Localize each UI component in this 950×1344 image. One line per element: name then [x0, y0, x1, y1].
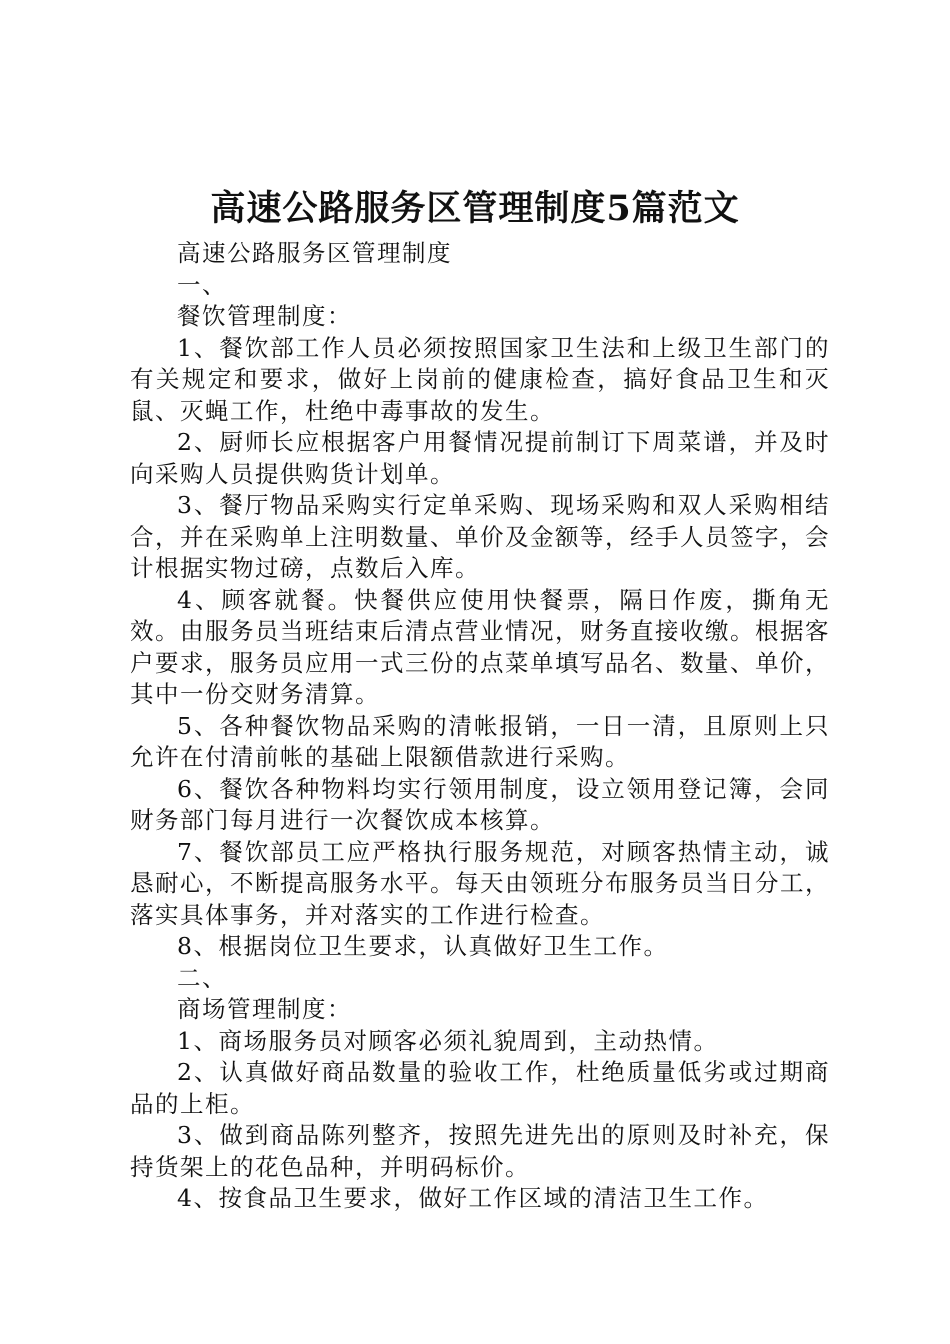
store-rule-2: 2、认真做好商品数量的验收工作，杜绝质量低劣或过期商品的上柜。 [130, 1058, 830, 1118]
store-rule-4: 4、按食品卫生要求，做好工作区域的清洁卫生工作。 [177, 1184, 769, 1212]
document-body [130, 238, 830, 1215]
catering-rule-4: 4、顾客就餐。快餐供应使用快餐票，隔日作废，撕角无效。由服务员当班结束后清点营业情况，财务直接收缴。根据客户要求，服务员应用一式三份的点菜单填写品名、数量、单价，其中一份交财务清算。 [130, 585, 830, 708]
catering-rule-2: 2、厨师长应根据客户用餐情况提前制订下周菜谱，并及时向采购人员提供购货计划单。 [130, 428, 830, 488]
catering-rule-1: 1、餐饮部工作人员必须按照国家卫生法和上级卫生部门的有关规定和要求，做好上岗前的健康检查，搞好食品卫生和灭鼠、灭蝇工作，杜绝中毒事故的发生。 [130, 333, 830, 425]
catering-rule-5: 5、各种餐饮物品采购的清帐报销，一日一清，且原则上只允许在付清前帐的基础上限额借款进行采购。 [130, 711, 830, 771]
catering-rule-7: 7、餐饮部员工应严格执行服务规范，对顾客热情主动，诚恳耐心，不断提高服务水平。每天由领班分布服务员当日分工，落实具体事务，并对落实的工作进行检查。 [130, 837, 830, 929]
catering-rule-8: 8、根据岗位卫生要求，认真做好卫生工作。 [177, 932, 669, 960]
section-number-two: 二、 [177, 963, 227, 992]
store-rule-3: 3、做到商品陈列整齐，按照先进先出的原则及时补充，保持货架上的花色品种，并明码标价。 [130, 1121, 830, 1181]
store-rule-1: 1、商场服务员对顾客必须礼貌周到，主动热情。 [177, 1026, 719, 1055]
section-heading-store: 商场管理制度： [177, 995, 352, 1023]
document-title: 高速公路服务区管理制度5篇范文 [210, 188, 740, 229]
section-number-one: 一、 [177, 270, 227, 299]
catering-rule-6: 6、餐饮各种物料均实行领用制度，设立领用登记簿，会同财务部门每月进行一次餐饮成本核算。 [130, 774, 830, 834]
catering-rule-3: 3、餐厅物品采购实行定单采购、现场采购和双人采购相结合，并在采购单上注明数量、单价及金额等，经手人员签字，会计根据实物过磅，点数后入库。 [130, 491, 830, 582]
subtitle-paragraph: 高速公路服务区管理制度 [177, 239, 452, 267]
section-heading-catering: 餐饮管理制度： [177, 302, 352, 330]
